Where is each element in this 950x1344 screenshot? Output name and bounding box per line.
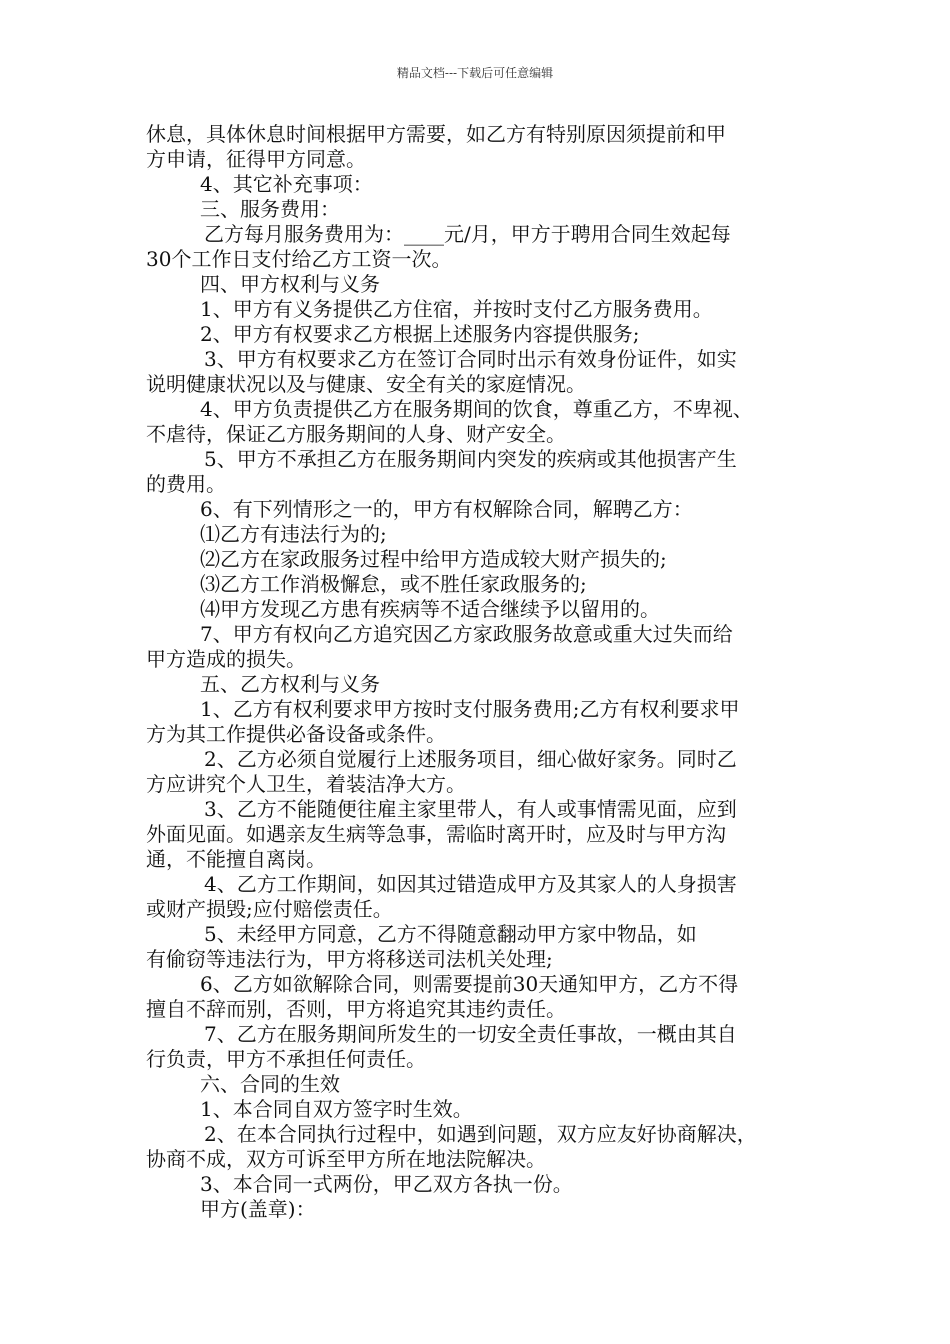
text-line: 5、未经甲方同意，乙方不得随意翻动甲方家中物品，如 — [204, 922, 697, 946]
text-line: 协商不成，双方可诉至甲方所在地法院解决。 — [146, 1147, 546, 1171]
text-line: 方申请，征得甲方同意。 — [146, 147, 366, 171]
text-line: 说明健康状况以及与健康、安全有关的家庭情况。 — [146, 372, 586, 396]
text-line: ⑶乙方工作消极懈怠，或不胜任家政服务的; — [200, 572, 587, 596]
text-line: 2、甲方有权要求乙方根据上述服务内容提供服务; — [200, 322, 640, 346]
text-line: 3、甲方有权要求乙方在签订合同时出示有效身份证件，如实 — [204, 347, 737, 371]
text-line: 通，不能擅自离岗。 — [146, 847, 326, 871]
text-line: 六、合同的生效 — [200, 1072, 340, 1096]
text-line: 4、其它补充事项： — [200, 172, 373, 196]
text-line: 行负责，甲方不承担任何责任。 — [146, 1047, 426, 1071]
text-line: 1、乙方有权利要求甲方按时支付服务费用;乙方有权利要求甲 — [200, 697, 740, 721]
text-line: 7、乙方在服务期间所发生的一切安全责任事故，一概由其自 — [204, 1022, 737, 1046]
document-body — [146, 122, 826, 1222]
text-line: ⑴乙方有违法行为的; — [200, 522, 387, 546]
text-line: 的费用。 — [146, 472, 226, 496]
text-line: 或财产损毁;应付赔偿责任。 — [146, 897, 393, 921]
text-line: 4、甲方负责提供乙方在服务期间的饮食，尊重乙方，不卑视、 — [200, 397, 753, 421]
text-line: 7、甲方有权向乙方追究因乙方家政服务故意或重大过失而给 — [200, 622, 733, 646]
text-line: 甲方造成的损失。 — [146, 647, 306, 671]
text-line: 不虐待，保证乙方服务期间的人身、财产安全。 — [146, 422, 566, 446]
text-line: 3、乙方不能随便往雇主家里带人，有人或事情需见面，应到 — [204, 797, 737, 821]
text-line: 1、本合同自双方签字时生效。 — [200, 1097, 473, 1121]
text-line: 30个工作日支付给乙方工资一次。 — [146, 247, 452, 271]
text-line: 五、乙方权利与义务 — [200, 672, 380, 696]
text-line: 有偷窃等违法行为，甲方将移送司法机关处理; — [146, 947, 553, 971]
text-line: 6、乙方如欲解除合同，则需要提前30天通知甲方，乙方不得 — [200, 972, 739, 996]
page-header: 精品文档---下载后可任意编辑 — [396, 66, 554, 80]
text-line: 2、在本合同执行过程中，如遇到问题，双方应友好协商解决， — [204, 1122, 757, 1146]
text-line: 四、甲方权利与义务 — [200, 272, 380, 296]
text-line: ⑷甲方发现乙方患有疾病等不适合继续予以留用的。 — [200, 597, 660, 621]
text-line: 擅自不辞而别，否则，甲方将追究其违约责任。 — [146, 997, 566, 1021]
text-line: 1、甲方有义务提供乙方住宿，并按时支付乙方服务费用。 — [200, 297, 713, 321]
text-line: 6、有下列情形之一的，甲方有权解除合同，解聘乙方： — [200, 497, 693, 521]
text-line: 5、甲方不承担乙方在服务期间内突发的疾病或其他损害产生 — [204, 447, 737, 471]
text-line: 2、乙方必须自觉履行上述服务项目，细心做好家务。同时乙 — [204, 747, 737, 771]
text-line: 方应讲究个人卫生，着装洁净大方。 — [146, 772, 466, 796]
text-line: 三、服务费用： — [200, 197, 340, 221]
text-line: 乙方每月服务费用为：____元/月，甲方于聘用合同生效起每 — [204, 222, 731, 246]
text-line: 4、乙方工作期间，如因其过错造成甲方及其家人的人身损害 — [204, 872, 737, 896]
text-line: 甲方(盖章)： — [200, 1197, 316, 1221]
text-line: 外面见面。如遇亲友生病等急事，需临时离开时，应及时与甲方沟 — [146, 822, 726, 846]
text-line: 3、本合同一式两份，甲乙双方各执一份。 — [200, 1172, 573, 1196]
text-line: 休息，具体休息时间根据甲方需要，如乙方有特别原因须提前和甲 — [146, 122, 726, 146]
text-line: ⑵乙方在家政服务过程中给甲方造成较大财产损失的; — [200, 547, 667, 571]
text-line: 方为其工作提供必备设备或条件。 — [146, 722, 446, 746]
